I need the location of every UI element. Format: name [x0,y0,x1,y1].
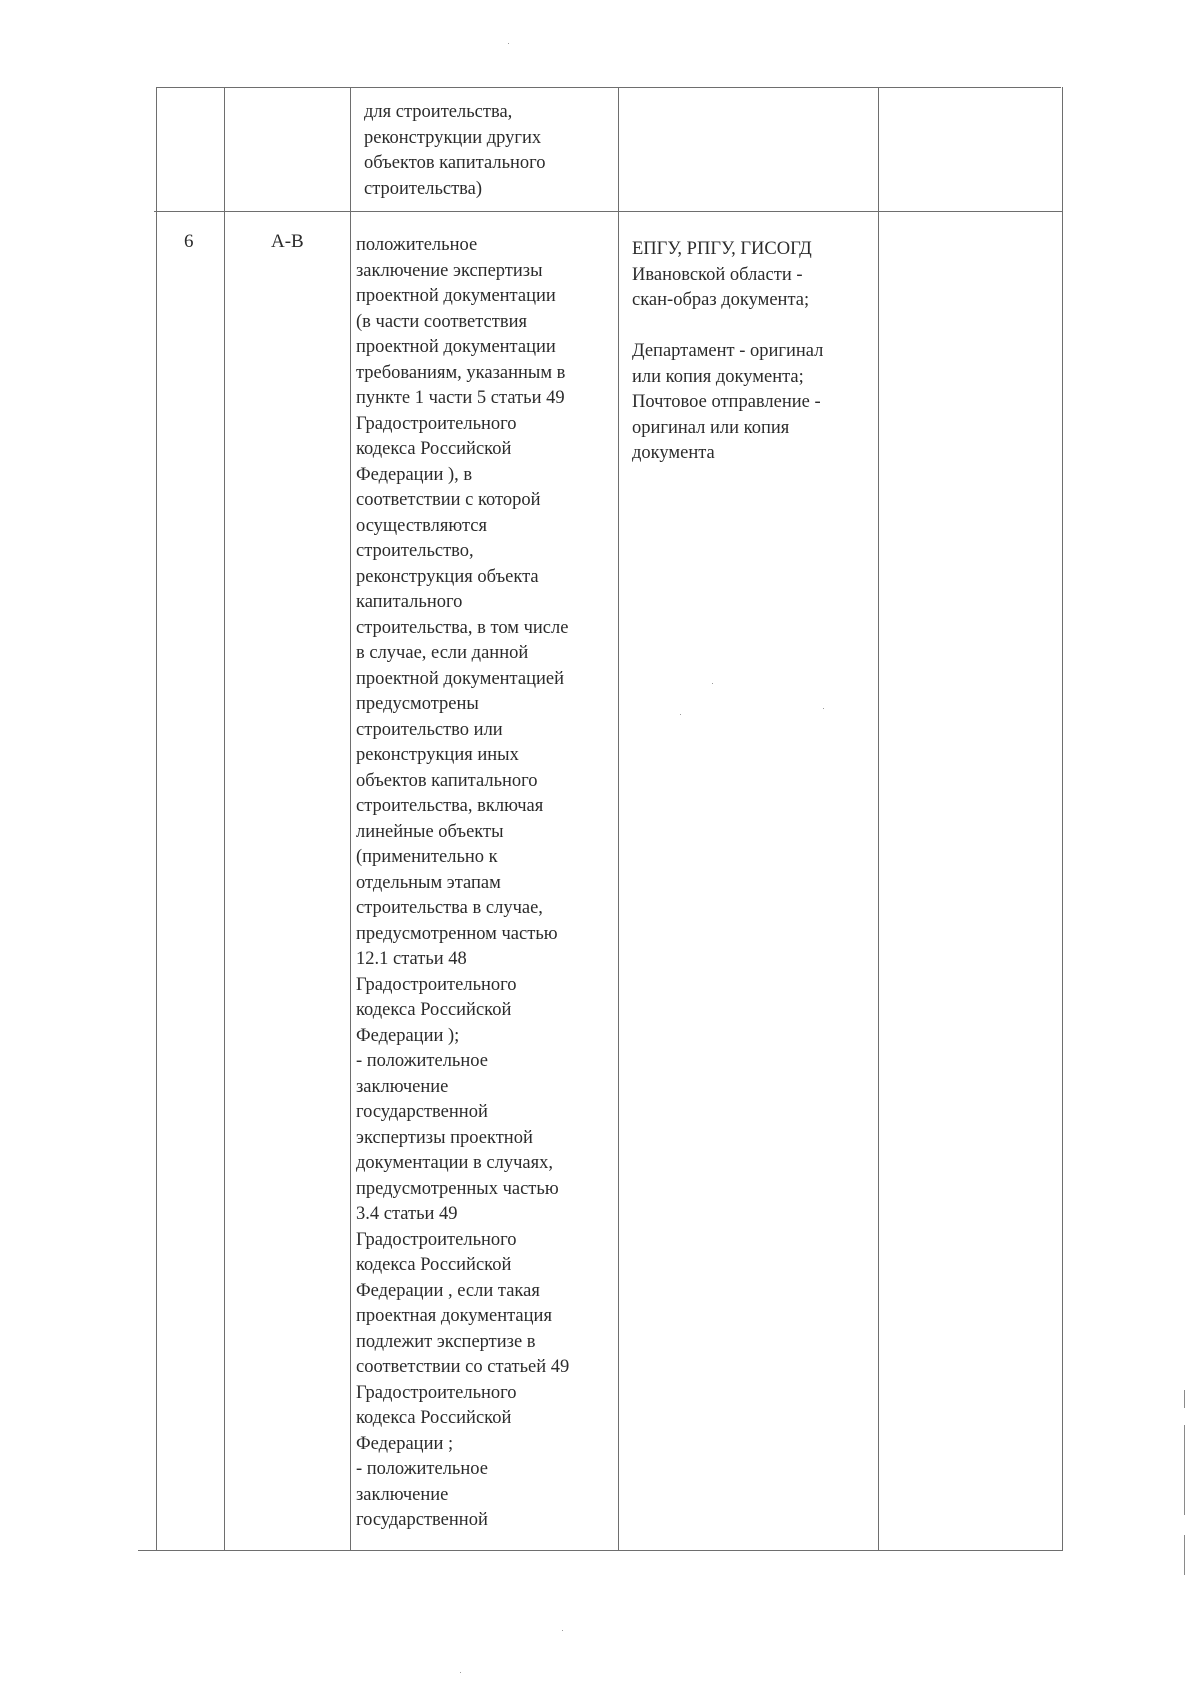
row-category: А-В [271,231,304,252]
scan-speck [680,714,681,715]
row-separator [154,211,1063,212]
scan-margin-mark [1184,1390,1185,1408]
column-border-1 [224,87,225,1551]
scan-speck [823,708,824,709]
scan-margin-mark [1184,1425,1185,1515]
column-border-3 [618,87,619,1551]
row-number: 6 [184,231,194,252]
column-border-4 [878,87,879,1551]
row-source-text: ЕПГУ, РПГУ, ГИСОГД Ивановской области - скан-образ документа; Департамент - оригинал или копия документа; Почтовое отправление - оригинал или копия документа [632,239,824,463]
scan-margin-mark [1184,1535,1185,1575]
scan-speck [508,43,509,44]
scan-speck [562,1630,563,1631]
table-top-border [156,87,1061,88]
row-document-text: положительное заключение экспертизы проектной документации (в части соответствия проектной документации требованиям, указанным в пункте 1 части 5 статьи 49 Градостроительного кодекса Российской Федерации ), в соответствии с которой осуществляются строительство, реконструкция объекта капитального строительства, в том числе в случае, если данной проектной документацией предусмотрены строительство или реконструкция иных объектов капитального строительства, включая линейные объекты (применительно к отдельным этапам строительства в случае, предусмотренном частью 12.1 статьи 48 Градостроительного кодекса Российской Федерации ); - положительное заключение государственной экспертизы проектной документации в случаях, предусмотренных частью 3.4 статьи 49 Градостроительного кодекса Российской Федерации , если такая проектная документация подлежит экспертизе в соответствии со статьей 49 Градостроительного кодекса Российской Федерации ; - положительное заключение государственной [356,235,570,1530]
column-border-left [156,87,157,1551]
column-border-right [1062,87,1063,1551]
requirements-table [138,87,1063,1552]
scan-speck [460,1672,461,1673]
table-bottom-border [138,1550,1063,1551]
scan-speck [712,683,713,684]
continued-row-document-text: для строительства, реконструкции других объектов капитального строительства) [364,102,546,199]
column-border-2 [350,87,351,1551]
